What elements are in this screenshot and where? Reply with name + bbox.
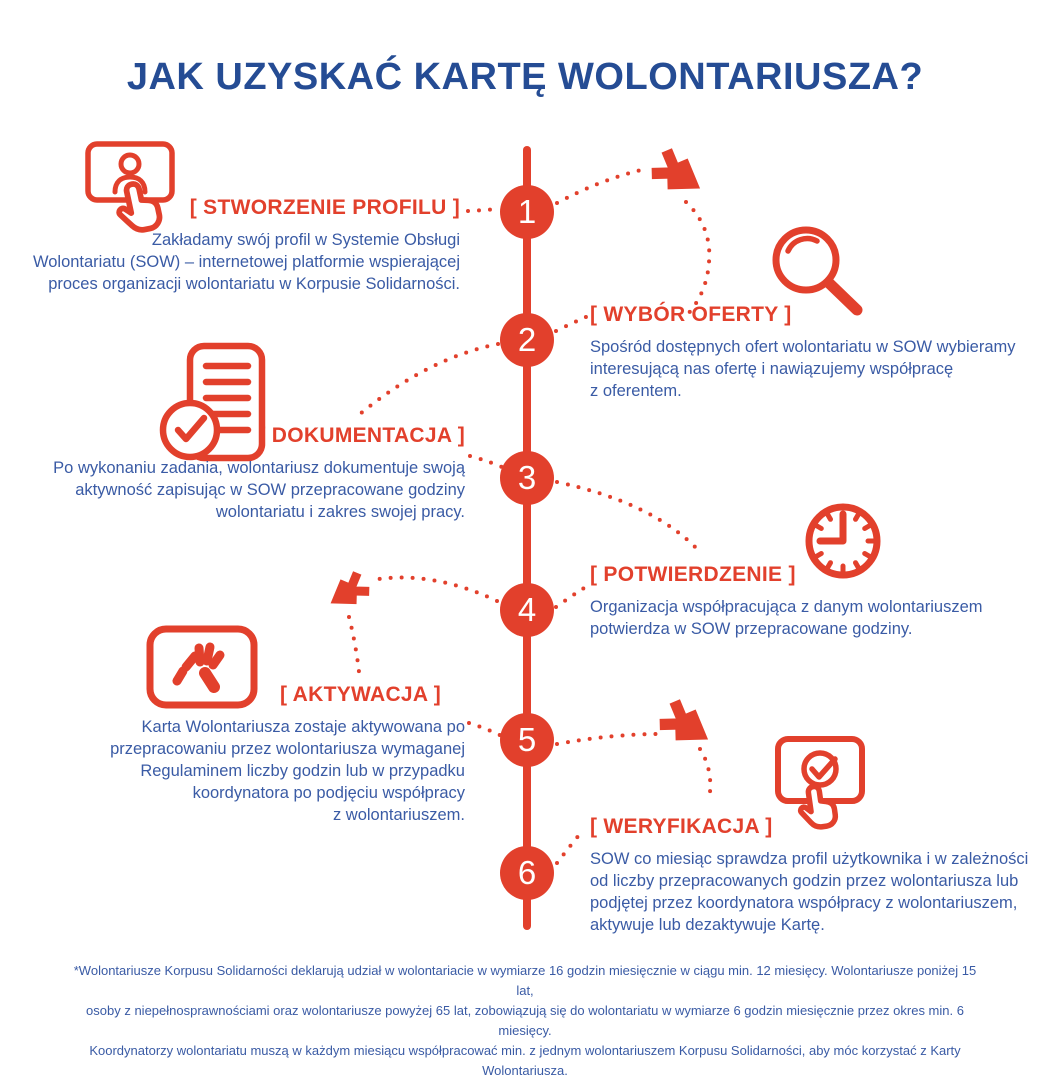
timeline-node-3 (500, 451, 554, 505)
step-heading: [ STWORZENIE PROFILU ] (189, 196, 460, 219)
timeline-node-5 (500, 713, 554, 767)
step-wybor-oferty (590, 303, 1030, 402)
step-weryfikacja (590, 815, 1040, 936)
timeline-node-4 (500, 583, 554, 637)
step-body-line: wolontariatu i zakres swojej pracy. (215, 503, 465, 521)
step-body-line: z oferentem. (590, 382, 682, 400)
step-body-line: aktywuje lub dezaktywuje Kartę. (590, 916, 825, 934)
node-number: 4 (517, 591, 537, 628)
step-body-line: Regulaminem liczby godzin lub w przypadku (140, 762, 465, 780)
footnote-line: *Wolontariusze Korpusu Solidarności deklarują udział w wolontariacie w wymiarze 16 godzin miesięcznie w ciągu min. 12 miesięcy. Wolontariusze poniżej 15 lat, (73, 963, 977, 998)
high-five-hand-icon (177, 647, 220, 687)
step-body-line: z wolontariuszem. (332, 806, 465, 824)
step-body-line: proces organizacji wolontariatu w Korpusie Solidarności. (48, 275, 460, 293)
double-chevron-down-left-icon (331, 573, 369, 608)
node-number: 6 (517, 854, 537, 891)
step-body-line: od liczby przepracowanych godzin przez wolontariusza lub (590, 872, 1019, 890)
double-chevron-down-right-icon (652, 150, 699, 194)
node-number: 3 (517, 459, 537, 496)
timeline-node-1 (500, 185, 554, 239)
step-potwierdzenie (590, 563, 1030, 640)
step-body-line: interesującą nas ofertę i nawiązujemy współpracę (590, 360, 954, 378)
step-body-line: podjętej przez koordynatora współpracy z wolontariuszem, (590, 894, 1018, 912)
timeline-node-6 (500, 846, 554, 900)
step-stworzenie-profilu (0, 196, 460, 295)
step-body-line: Po wykonaniu zadania, wolontariusz dokumentuje swoją (53, 459, 465, 477)
step-body-line: aktywność zapisując w SOW przepracowane godziny (75, 481, 465, 499)
step-body-line: Karta Wolontariusza zostaje aktywowana po (141, 718, 465, 736)
node-number: 2 (517, 321, 537, 358)
double-chevron-down-right-icon (660, 701, 707, 745)
step-body-line: koordynatora po podjęciu współpracy (192, 784, 465, 802)
step-aktywacja (0, 683, 465, 826)
timeline-node-2 (500, 313, 554, 367)
step-heading: [ AKTYWACJA ] (280, 683, 441, 706)
footnote (70, 961, 980, 1081)
page-title: JAK UZYSKAĆ KARTĘ WOLONTARIUSZA? (126, 56, 924, 98)
step-body-line: Wolontariatu (SOW) – internetowej platformie wspierającej (32, 253, 460, 271)
magnifier-icon (776, 230, 857, 310)
footnote-line: osoby z niepełnosprawnościami oraz wolontariusze powyżej 65 lat, zobowiązują się do wolontariatu w wymiarze 6 godzin miesięcznie przez okres min. 6 miesięcy. (86, 1003, 964, 1038)
step-body-line: przepracowaniu przez wolontariusza wymaganej (110, 740, 465, 758)
footnote-line: Koordynatorzy wolontariatu muszą w każdym miesiącu współpracować min. z jednym wolontariuszem Korpusu Solidarności, aby móc korzystać z Karty Wolontariusza. (89, 1043, 961, 1078)
step-body-line: Spośród dostępnych ofert wolontariatu w SOW wybieramy (590, 338, 1016, 356)
step-body-line: Zakładamy swój profil w Systemie Obsługi (151, 231, 460, 249)
step-heading: [ DOKUMENTACJA ] (258, 424, 465, 447)
step-heading: [ WYBÓR OFERTY ] (590, 303, 792, 326)
step-heading: [ POTWIERDZENIE ] (590, 563, 796, 586)
step-body-line: SOW co miesiąc sprawdza profil użytkownika i w zależności (590, 850, 1029, 868)
node-number: 1 (517, 193, 537, 230)
step-dokumentacja (0, 424, 465, 523)
step-heading: [ WERYFIKACJA ] (590, 815, 773, 838)
node-number: 5 (517, 721, 537, 758)
step-body-line: Organizacja współpracująca z danym wolontariuszem (590, 598, 983, 616)
step-body-line: potwierdza w SOW przepracowane godziny. (590, 620, 913, 638)
